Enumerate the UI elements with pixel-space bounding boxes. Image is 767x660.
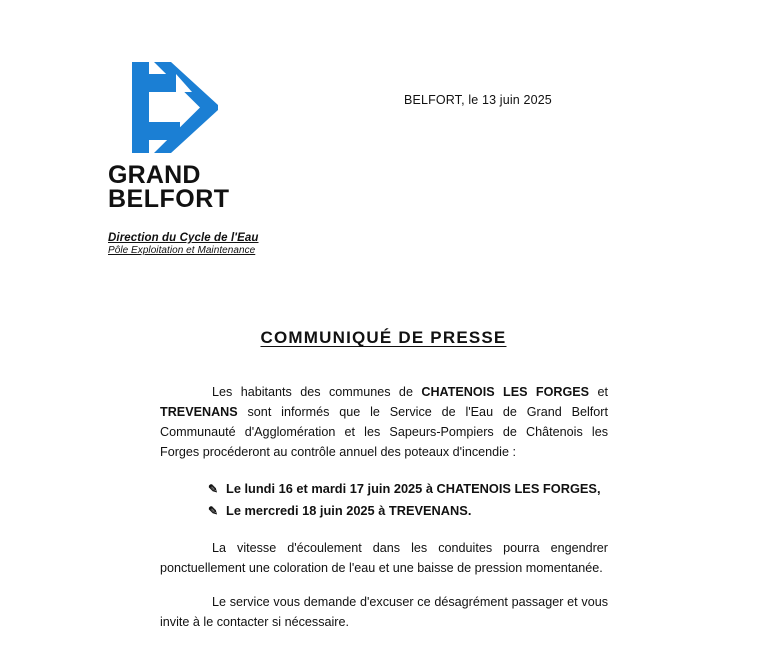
paragraph-1-part1: Les habitants des communes de (212, 385, 422, 399)
logo-wordmark (108, 163, 288, 211)
pen-icon: ✎ (208, 504, 219, 518)
commune-trevenans: TREVENANS (160, 405, 238, 419)
grand-belfort-logo-icon (130, 60, 235, 155)
list-item (208, 478, 608, 500)
commune-chatenois: CHATENOIS LES FORGES (421, 385, 590, 399)
department-block (108, 232, 408, 256)
department-subname: Pôle Exploitation et Maintenance (108, 245, 256, 256)
department-name: Direction du Cycle de l'Eau (108, 232, 259, 244)
paragraph-1 (160, 382, 608, 462)
document-header (0, 0, 767, 256)
paragraph-1-part2: et (589, 385, 608, 399)
logo-word-line2: BELFORT (108, 185, 230, 213)
list-item-label: Le mercredi 18 juin 2025 à TREVENANS. (226, 503, 472, 518)
logo-word-line1: GRAND (108, 161, 201, 189)
place-date: BELFORT, le 13 juin 2025 (404, 93, 552, 107)
paragraph-1-part3: sont informés que le Service de l'Eau de Grand Belfort Communauté d'Agglomération et les Sapeurs-Pompiers de Châtenois les Forges procéderont au contrôle annuel des poteaux d'incendie : (160, 405, 608, 459)
paragraph-3: Le service vous demande d'excuser ce désagrément passager et vous invite à le contacter si nécessaire. (160, 595, 608, 629)
list-item (208, 500, 608, 522)
pen-icon: ✎ (208, 482, 219, 496)
bullet-list (208, 478, 608, 522)
logo-block (108, 60, 288, 211)
document-body (160, 382, 608, 632)
page-title: COMMUNIQUÉ DE PRESSE (260, 328, 507, 347)
paragraph-2: La vitesse d'écoulement dans les conduites pourra engendrer ponctuellement une coloration de l'eau et une baisse de pression momentanée. (160, 541, 608, 575)
list-item-label: Le lundi 16 et mardi 17 juin 2025 à CHATENOIS LES FORGES, (226, 481, 601, 496)
